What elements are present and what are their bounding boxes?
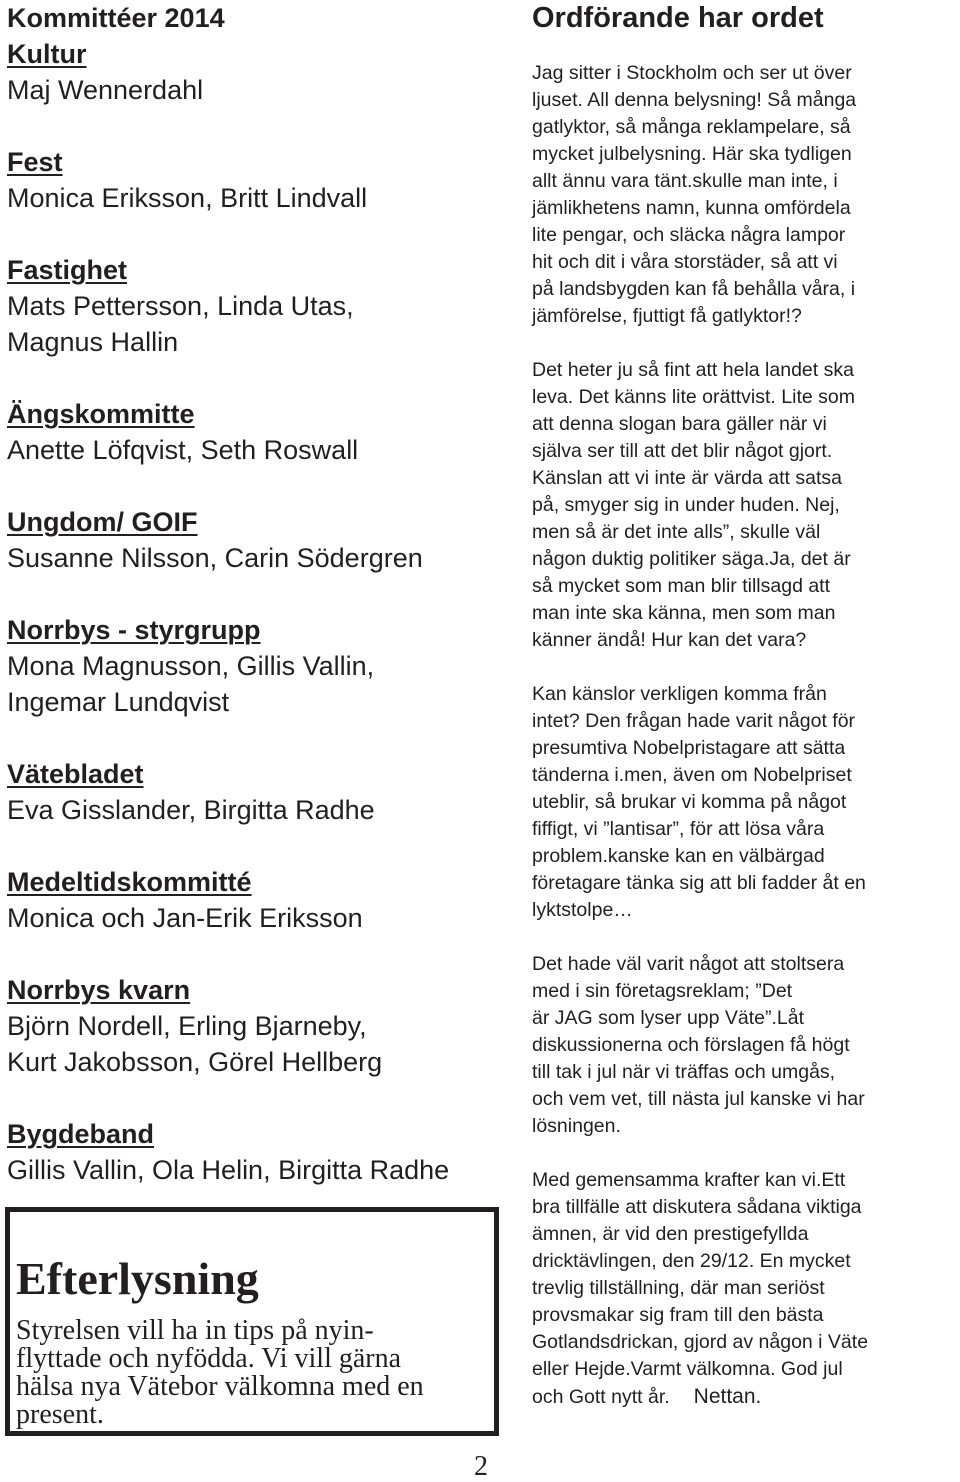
committee-members: Anette Löfqvist, Seth Roswall [7, 435, 359, 465]
paragraph-line: uteblir, så brukar vi komma på något [532, 791, 847, 813]
paragraph-line: till tak i jul när vi träffas och umgås, [532, 1061, 836, 1083]
paragraph-line: gatlyktor, så många reklampelare, så [532, 116, 851, 138]
committee-members: Eva Gisslander, Birgitta Radhe [7, 795, 375, 825]
committees-title: Kommittéer 2014 [7, 3, 225, 33]
committee-heading: Medeltidskommitté [7, 867, 252, 897]
paragraph-line: så mycket som man blir tillsagd att [532, 575, 831, 597]
paragraph-line: Det hade väl varit något att stoltsera [532, 953, 845, 975]
paragraph-line: tänderna i.men, även om Nobelpriset [532, 764, 852, 786]
committee-members: Ingemar Lundqvist [7, 687, 230, 717]
committee-list [7, 0, 507, 1224]
committee-group [7, 612, 507, 720]
paragraph-line: jämlikhetens namn, kunna omfördela [532, 197, 851, 219]
paragraph-line: är JAG som lyser upp Väte”.Låt [532, 1007, 805, 1029]
committee-members: Maj Wennerdahl [7, 75, 204, 105]
committee-group [7, 144, 507, 216]
committee-group [7, 36, 507, 108]
committee-group [7, 504, 507, 576]
paragraph-line: företagare tänka sig att bli fadder åt en [532, 872, 866, 894]
paragraph-line: Kan känslor verkligen komma från [532, 683, 827, 705]
paragraph-line: eller Hejde.Varmt välkomna. God jul [532, 1358, 843, 1380]
committee-heading: Kultur [7, 39, 87, 69]
paragraph-line: och Gott nytt år. [532, 1386, 670, 1408]
paragraph-line: hit och dit i våra storstäder, så att vi [532, 251, 838, 273]
paragraph-line: känner ändå! Hur kan det vara? [532, 629, 807, 651]
committee-heading: Fastighet [7, 255, 128, 285]
committee-members: Kurt Jakobsson, Görel Hellberg [7, 1047, 383, 1077]
committee-group [7, 252, 507, 360]
committee-group [7, 1116, 507, 1188]
chair-title: Ordförande har ordet [532, 2, 824, 34]
paragraph-line: lyktstolpe… [532, 899, 633, 921]
paragraph-line: Med gemensamma krafter kan vi.Ett [532, 1169, 846, 1191]
committee-members: Mona Magnusson, Gillis Vallin, [7, 651, 375, 681]
paragraph-line: lite pengar, och släcka några lampor [532, 224, 846, 246]
chair-paragraph [532, 1167, 958, 1411]
efterlysning-box [5, 1207, 499, 1436]
page-number: 2 [474, 1451, 488, 1482]
committee-members: Mats Pettersson, Linda Utas, [7, 291, 354, 321]
committee-members: Gillis Vallin, Ola Helin, Birgitta Radhe [7, 1155, 450, 1185]
committee-members: Susanne Nilsson, Carin Södergren [7, 543, 423, 573]
committee-members: Monica och Jan-Erik Eriksson [7, 903, 363, 933]
committee-groups [7, 36, 507, 1188]
paragraph-line: Det heter ju så fint att hela landet ska [532, 359, 854, 381]
committee-group [7, 756, 507, 828]
paragraph-line: bra tillfälle att diskutera sådana viktiga [532, 1196, 862, 1218]
paragraph-line: man inte ska känna, men som man [532, 602, 836, 624]
committee-heading: Ungdom/ GOIF [7, 507, 198, 537]
committee-members: Magnus Hallin [7, 327, 179, 357]
committee-members: Björn Nordell, Erling Bjarneby, [7, 1011, 367, 1041]
committee-group [7, 972, 507, 1080]
committee-heading: Norrbys kvarn [7, 975, 191, 1005]
paragraph-line: provsmakar sig fram till den bästa [532, 1304, 824, 1326]
committee-group [7, 396, 507, 468]
paragraph-line: och vem vet, till nästa jul kanske vi har [532, 1088, 865, 1110]
paragraph-line: dricktävlingen, den 29/12. En mycket [532, 1250, 851, 1272]
paragraph-line: diskussionerna och förslagen få högt [532, 1034, 850, 1056]
paragraph-line: ljuset. All denna belysning! Så många [532, 89, 857, 111]
paragraph-line: allt ännu vara tänt.skulle man inte, i [532, 170, 838, 192]
efterlysning-title: Efterlysning [16, 1253, 259, 1304]
paragraph-line: ämnen, är vid den prestigefyllda [532, 1223, 809, 1245]
chair-paragraph [532, 681, 958, 924]
paragraph-line: någon duktig politiker säga.Ja, det är [532, 548, 851, 570]
committee-heading: Ängskommitte [7, 399, 195, 429]
paragraph-line: Jag sitter i Stockholm och ser ut över [532, 62, 852, 84]
committee-group [7, 864, 507, 936]
paragraph-line: problem.kanske kan en välbärgad [532, 845, 825, 867]
chair-column [532, 0, 958, 1438]
paragraph-line: trevlig tillställning, där man seriöst [532, 1277, 825, 1299]
committee-heading: Norrbys - styrgrupp [7, 615, 261, 645]
paragraph-line: på landsbygden kan få behålla våra, i [532, 278, 856, 300]
committee-heading: Vätebladet [7, 759, 144, 789]
efterlysning-line: flyttade och nyfödda. Vi vill gärna [16, 1343, 402, 1374]
efterlysning-line: hälsa nya Vätebor välkomna med en [16, 1371, 424, 1402]
paragraph-line: men så är det inte alls”, skulle väl [532, 521, 821, 543]
paragraph-line: lösningen. [532, 1115, 621, 1137]
paragraph-line: Känslan att vi inte är värda att satsa [532, 467, 843, 489]
paragraph-line: mycket julbelysning. Här ska tydligen [532, 143, 852, 165]
efterlysning-line: Styrelsen vill ha in tips på nyin- [16, 1315, 374, 1346]
chair-paragraph [532, 357, 958, 654]
paragraph-line: på, smyger sig in under huden. Nej, [532, 494, 840, 516]
paragraph-line: med i sin företagsreklam; ”Det [532, 980, 793, 1002]
committee-members: Monica Eriksson, Britt Lindvall [7, 183, 368, 213]
paragraph-line: själva ser till att det blir något gjort. [532, 440, 833, 462]
signature: Nettan. [693, 1385, 762, 1408]
chair-paragraph [532, 951, 958, 1140]
committee-heading: Bygdeband [7, 1119, 155, 1149]
paragraph-line: att denna slogan bara gäller när vi [532, 413, 827, 435]
chair-paragraphs [532, 60, 958, 1411]
paragraph-line: leva. Det känns lite orättvist. Lite som [532, 386, 855, 408]
paragraph-line: intet? Den frågan hade varit något för [532, 710, 856, 732]
committee-heading: Fest [7, 147, 63, 177]
efterlysning-text [16, 1317, 488, 1429]
paragraph-line: presumtiva Nobelpristagare att sätta [532, 737, 846, 759]
chair-paragraph [532, 60, 958, 330]
paragraph-line: Gotlandsdrickan, gjord av någon i Väte [532, 1331, 869, 1353]
paragraph-line: fiffigt, vi ”lantisar”, för att lösa våra [532, 818, 825, 840]
efterlysning-line: present. [16, 1399, 104, 1430]
paragraph-line: jämförelse, fjuttigt få gatlyktor!? [532, 305, 802, 327]
